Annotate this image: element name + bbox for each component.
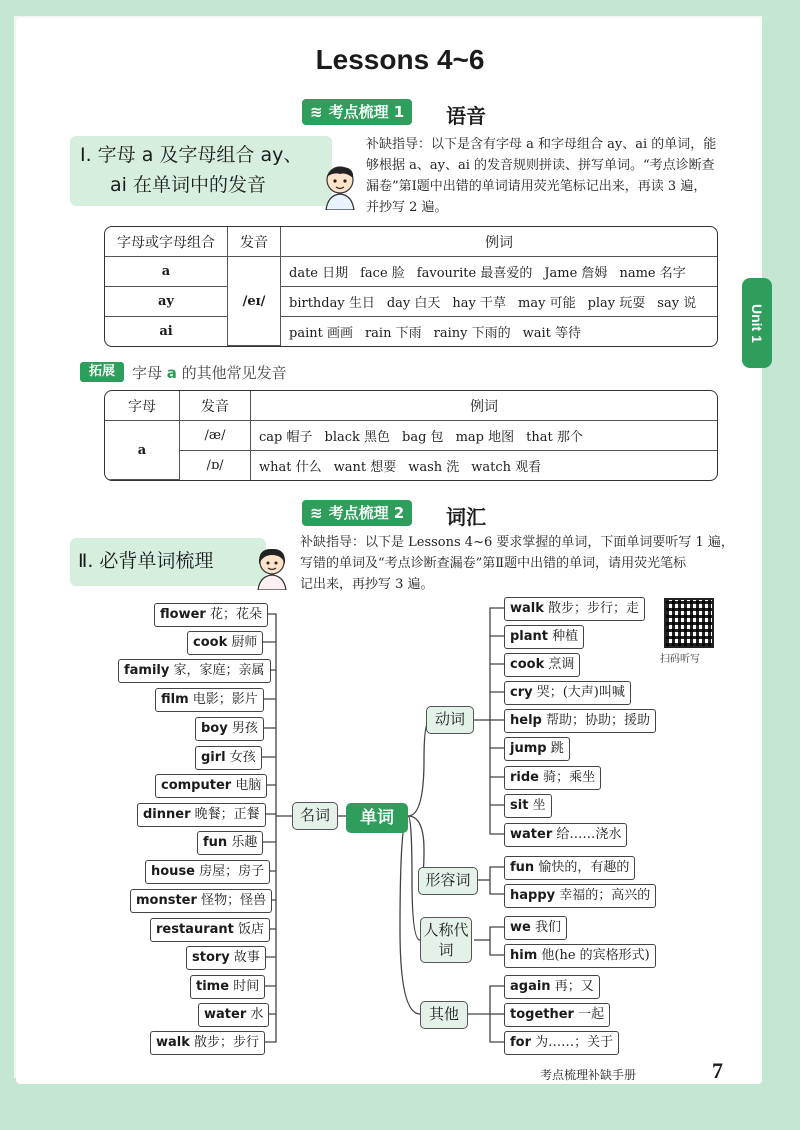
examples-cell: paint 画画 rain 下雨 rainy 下雨的 wait 等待 [289,326,581,341]
phoneme-cell: /æ/ [180,421,251,451]
noun-item: flower 花；花朵 [154,603,268,627]
verb-item: walk 散步；步行；走 [504,597,645,621]
topic2-heading: Ⅱ. 必背单词梳理 [78,550,214,572]
noun-item: time 时间 [190,975,265,999]
examples-cell: birthday 生日 day 白天 hay 干草 may 可能 play 玩耍 say 说 [281,287,717,317]
topic1-line2: ai 在单词中的发音 [110,174,266,196]
noun-item: house 房屋；房子 [145,860,270,884]
noun-item: family 家，家庭；亲属 [118,659,271,683]
section2-note: 补缺指导：以下是 Lessons 4~6 要求掌握的单词，下面单词要听写 1 遍， 写错的单词及“考点诊断查漏卷”第Ⅱ题中出错的单词，请用荧光笔标 记出来，再抄写 3 遍。 [300,535,734,592]
category-nouns: 名词 [292,802,338,830]
noun-item: fun 乐趣 [197,831,263,855]
header-letter: 字母 [105,391,180,421]
section1-note: 补缺指导：以下是含有字母 a 和字母组合 ay、ai 的单词，能 够根据 a、ay、ai 的发音规则拼读、拼写单词。“考点诊断查 漏卷”第Ⅰ题中出错的单词请用荧光笔标记出来，再读 3 遍， 并抄写 2 遍。 [366,137,717,215]
category-verbs: 动词 [426,706,474,734]
noun-item: cook 厨师 [187,631,263,655]
category-adjectives: 形容词 [418,867,478,895]
section2-title: 词汇 [446,505,486,529]
adjective-item: fun 愉快的，有趣的 [504,856,635,880]
noun-item: restaurant 饭店 [150,918,270,942]
category-others: 其他 [420,1001,468,1029]
verb-item: ride 骑；乘坐 [504,766,601,790]
noun-item: dinner 晚餐；正餐 [137,803,266,827]
header-examples: 例词 [251,391,717,421]
qr-label: 扫码听写 [660,654,700,665]
verb-item: help 帮助；协助；援助 [504,709,656,733]
category-pronouns: 人称代词 [420,917,472,963]
footer-book-title: 考点梳理补缺手册 [540,1068,637,1082]
noun-item: film 电影；影片 [155,688,264,712]
adjective-item: happy 幸福的；高兴的 [504,884,656,908]
verb-item: water 给……浇水 [504,823,627,847]
verb-item: plant 种植 [504,625,584,649]
phoneme-cell: /ɒ/ [180,451,251,480]
verb-item: cook 烹调 [504,653,580,677]
section2-badge-label: 考点梳理 2 [328,504,405,522]
section1-badge-label: 考点梳理 1 [328,103,405,121]
pronoun-item: him 他(he 的宾格形式) [504,944,656,968]
phoneme-cell: /eɪ/ [228,257,281,346]
noun-item: girl 女孩 [195,746,262,770]
letters-cell: a [105,257,228,287]
examples-cell: cap 帽子 black 黑色 bag 包 map 地图 that 那个 [251,421,717,451]
verb-item: cry 哭；(大声)叫喊 [504,681,631,705]
wave-icon: ≋ [310,103,323,121]
noun-item: story 故事 [186,946,266,970]
verb-item: jump 跳 [504,737,570,761]
mindmap-root: 单词 [346,803,408,833]
noun-item: water 水 [198,1003,269,1027]
other-item: for 为……；关于 [504,1031,619,1055]
letters-cell: ay [105,287,228,317]
examples-cell: date 日期 face 脸 favourite 最喜爱的 Jame 詹姆 name 名字 [281,257,717,287]
topic1-line1: Ⅰ. 字母 a 及字母组合 ay、 [80,144,303,166]
other-item: together 一起 [504,1003,610,1027]
header-sound: 发音 [180,391,251,421]
page-number: 7 [712,1058,723,1083]
header-sound: 发音 [228,227,281,257]
extension-text: 字母 a 的其他常见发音 [132,364,287,382]
noun-item: boy 男孩 [195,717,264,741]
pronoun-item: we 我们 [504,916,567,940]
letter-cell: a [105,421,180,480]
other-item: again 再；又 [504,975,600,999]
header-letters: 字母或字母组合 [105,227,228,257]
header-examples: 例词 [281,227,717,257]
noun-item: computer 电脑 [155,774,267,798]
noun-item: monster 怪物；怪兽 [130,889,272,913]
noun-item: walk 散步；步行 [150,1031,265,1055]
unit-tab[interactable]: Unit 1 [742,278,772,368]
page-title: Lessons 4~6 [315,44,485,75]
letters-cell: ai [105,317,228,346]
wave-icon: ≋ [310,504,323,522]
section1-title: 语音 [446,104,486,128]
extension-badge: 拓展 [80,362,124,382]
verb-item: sit 坐 [504,794,552,818]
examples-cell: what 什么 want 想要 wash 洗 watch 观看 [259,460,542,475]
